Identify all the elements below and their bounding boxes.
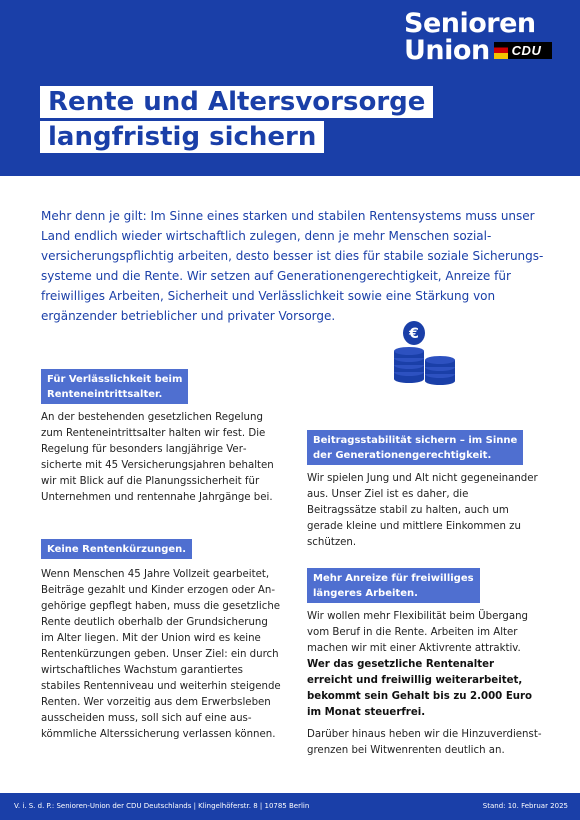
voluntary-work-text-bold: Wer das gesetzliche Rentenalter erreicht und freiwillig weiterarbeitet, bekommt sein Gehalt bis zu 2.000 Euro im Monat steuerfrei.	[307, 659, 533, 718]
no-pension-cuts-text: Wenn Menschen 45 Jahre Vollzeit gearbeitet, Beiträge gezahlt und Kinder erzogen oder Angehörige gepflegt haben, muss die gesetzliche Rente deutlich oberhalb der Grundsicherung im Alter liegen. Mit der Union wird es keine Rentenkürzungen geben. Unser Ziel: ein durch wirtschaftliches Wachstum garantiertes stabiles Rentenniveau und weiterhin steigende Renten. Wer vorzeitig aus dem Erwerbsleben ausscheiden muss, soll sich auf eine auskömmliche Alterssicherung verlassen können.	[41, 569, 281, 740]
heading-retirement-age-line2: Renteneintrittsalter.	[47, 389, 163, 400]
heading-contribution-stability-line2: der Generationengerechtigkeit.	[313, 450, 492, 461]
voluntary-work-text-widow: Darüber hinaus heben wir die Hinzuverdienstgrenzen bei Witwenrenten deutlich an.	[307, 729, 542, 756]
voluntary-work-text	[307, 609, 543, 759]
cdu-logo	[494, 42, 552, 59]
header-banner	[0, 0, 580, 176]
contribution-stability-text: Wir spielen Jung und Alt nicht gegeneinander aus. Unser Ziel ist es daher, die Beitragssätze stabil zu halten, auch um gerade kleine und mittlere Einkommen zu schützen.	[307, 473, 538, 548]
intro-paragraph: Mehr denn je gilt: Im Sinne eines starken und stabilen Rentensystems muss unser Land endlich wieder wirtschaftlich zulegen, denn je mehr Menschen sozialversicherungspflichtig arbeiten, desto besser ist dies für stabile soziale Sicherungssysteme und die Rente. Wir setzen auf Generationengerechtigkeit, Anreize für freiwilliges Arbeiten, Sicherheit und Verlässlichkeit sowie eine Stärkung von ergänzender betrieblicher und privater Vorsorge.	[41, 209, 544, 323]
page-title	[40, 86, 433, 156]
logo-line2: Union	[404, 35, 490, 66]
heading-no-pension-cuts	[41, 539, 192, 559]
heading-retirement-age-line1: Für Verlässlichkeit beim	[47, 374, 183, 385]
heading-contribution-stability-line1: Beitragsstabilität sichern – im Sinne	[313, 435, 518, 446]
senioren-union-logo	[404, 10, 552, 64]
heading-voluntary-work	[307, 568, 480, 603]
heading-voluntary-work-line2: längeres Arbeiten.	[313, 588, 418, 599]
footer-bar	[0, 793, 580, 820]
logo-line1: Senioren	[404, 8, 536, 39]
euro-coins-icon	[392, 320, 472, 385]
title-line1: Rente und Altersvorsorge	[40, 86, 433, 118]
cdu-label: CDU	[511, 43, 542, 58]
svg-text:€: €	[409, 326, 419, 342]
footer-date: Stand: 10. Februar 2025	[482, 802, 568, 810]
heading-retirement-age	[41, 369, 188, 404]
title-line2: langfristig sichern	[40, 121, 324, 153]
retirement-age-text: An der bestehenden gesetzlichen Regelung zum Renteneintrittsalter halten wir fest. Die Regelung für besonders langjährige Versicherte mit 45 Versicherungsjahren behalten wir mit Blick auf die Planungssicherheit für Unternehmen und rentennahe Jahrgänge bei.	[41, 412, 274, 503]
footer-imprint: V. i. S. d. P.: Senioren-Union der CDU Deutschlands | Klingelhöferstr. 8 | 10785 Berlin	[14, 802, 310, 810]
heading-voluntary-work-line1: Mehr Anreize für freiwilliges	[313, 573, 474, 584]
cdu-flag-stripe	[494, 42, 508, 59]
voluntary-work-text-intro: Wir wollen mehr Flexibilität beim Übergang vom Beruf in die Rente. Arbeiten im Alter machen wir mit einer Aktivrente attraktiv.	[307, 611, 528, 654]
heading-contribution-stability	[307, 430, 523, 465]
heading-no-pension-cuts-label: Keine Rentenkürzungen.	[47, 544, 187, 555]
